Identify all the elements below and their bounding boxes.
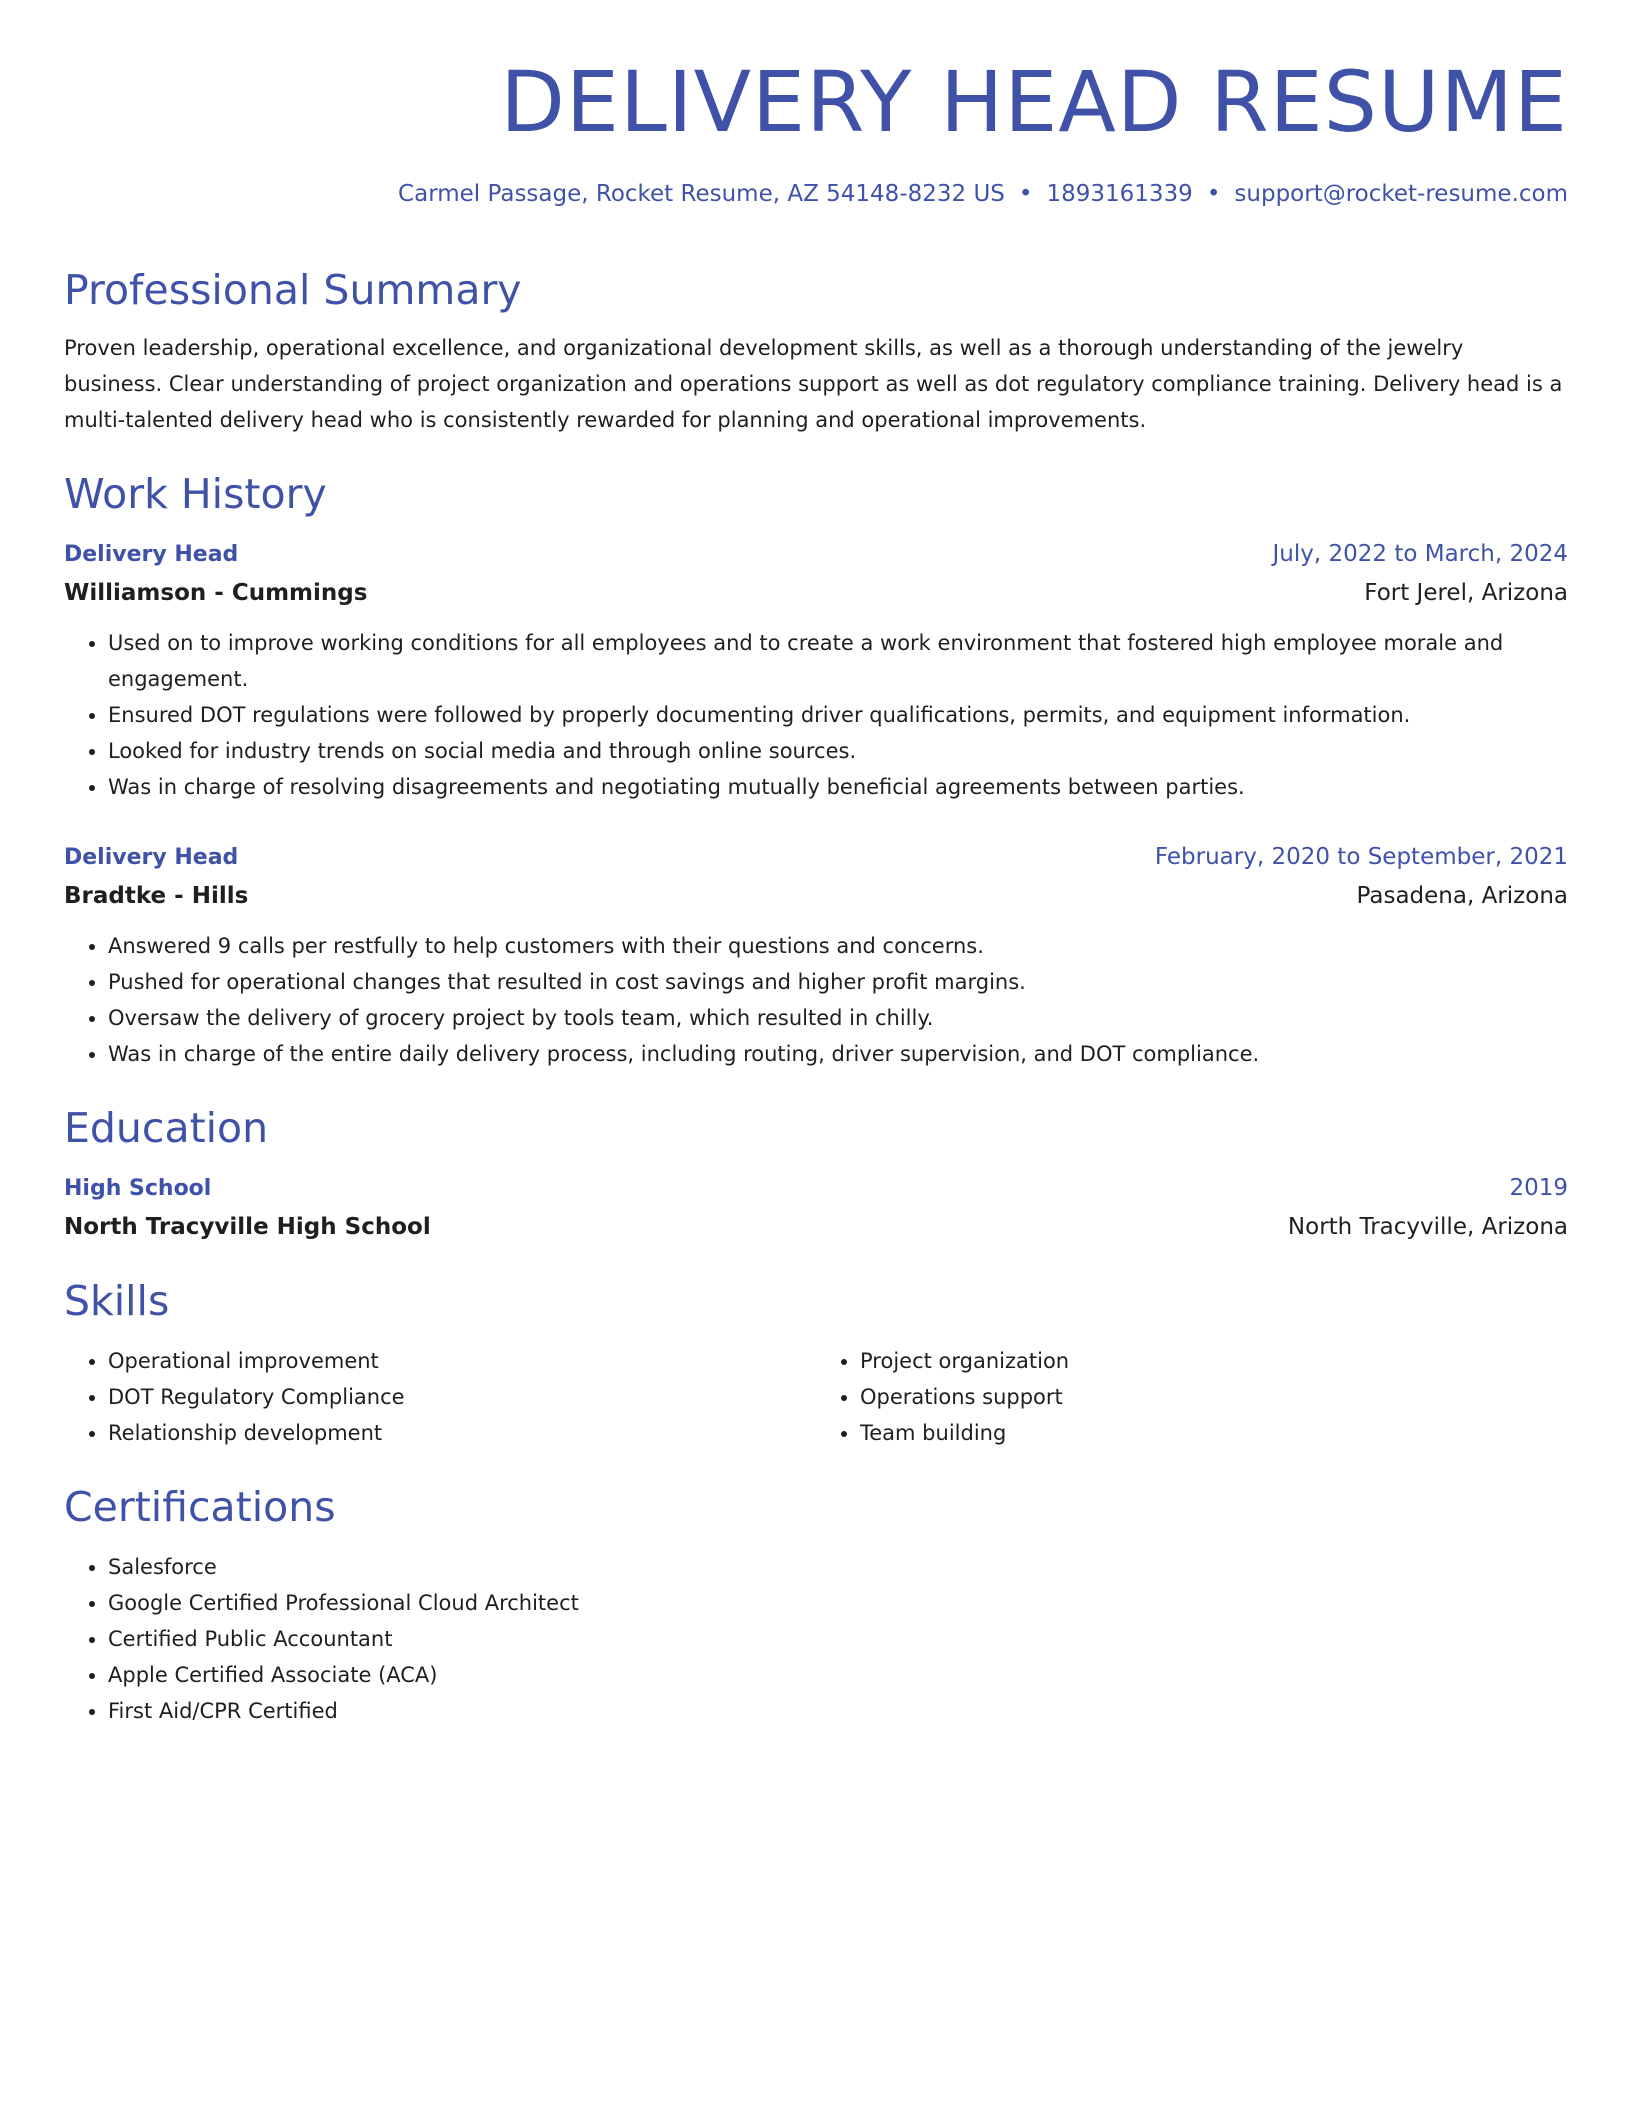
job-employer-row [64, 876, 1568, 916]
education-school-row [64, 1207, 1568, 1247]
skill-item: • Operational improvement [108, 1343, 816, 1379]
skill-item: • DOT Regulatory Compliance [108, 1379, 816, 1415]
resume-title: DELIVERY HEAD RESUME [500, 53, 1568, 151]
job-title: Delivery Head [64, 845, 239, 870]
summary-text: Proven leadership, operational excellence, and organizational development skills, as well as a thorough understanding of the jewelry business. Clear understanding of project organization and operations support as well as dot regulatory compliance training. Delivery head is a multi-talented delivery head who is consistently rewarded for planning and operational improvements. [64, 336, 1563, 432]
certification-item: • First Aid/CPR Certified [108, 1693, 1568, 1729]
certification-item: • Apple Certified Associate (ACA) [108, 1657, 1568, 1693]
education-heading: Education [64, 1104, 269, 1152]
job-bullet: • Looked for industry trends on social media and through online sources. [108, 733, 1568, 769]
skills-column-right [816, 1343, 1568, 1451]
job-bullet: • Used on to improve working conditions for all employees and to create a work environment that fostered high employee morale and engagement. [108, 625, 1568, 697]
education-degree-row [64, 1170, 1568, 1207]
job-bullet: • Oversaw the delivery of grocery project by tools team, which resulted in chilly. [108, 1000, 1568, 1036]
contact-address: Carmel Passage, Rocket Resume, AZ 54148-8232 US [398, 181, 1005, 207]
skills-heading: Skills [64, 1277, 170, 1325]
resume-header [64, 0, 1568, 210]
job-bullets [64, 625, 1568, 805]
job-bullet: • Pushed for operational changes that resulted in cost savings and higher profit margins. [108, 964, 1568, 1000]
work-history-heading: Work History [64, 470, 327, 518]
skill-item: • Project organization [860, 1343, 1568, 1379]
job-bullet: • Answered 9 calls per restfully to help customers with their questions and concerns. [108, 928, 1568, 964]
contact-phone: 1893161339 [1046, 181, 1193, 207]
certification-item: • Google Certified Professional Cloud Architect [108, 1585, 1568, 1621]
education-school: North Tracyville High School [64, 1214, 431, 1240]
certification-item: • Certified Public Accountant [108, 1621, 1568, 1657]
skills-column-left [64, 1343, 816, 1451]
job-dates: February, 2020 to September, 2021 [1154, 844, 1568, 870]
job-bullet: • Ensured DOT regulations were followed by properly documenting driver qualifications, permits, and equipment information. [108, 697, 1568, 733]
job-bullet: • Was in charge of resolving disagreements and negotiating mutually beneficial agreements between parties. [108, 769, 1568, 805]
skill-item: • Relationship development [108, 1415, 816, 1451]
contact-separator: • [1018, 181, 1033, 207]
job-employer: Williamson - Cummings [64, 580, 368, 606]
job-bullets [64, 928, 1568, 1072]
job-dates: July, 2022 to March, 2024 [1272, 541, 1568, 567]
certifications-list [64, 1549, 1568, 1729]
certifications-heading: Certifications [64, 1483, 336, 1531]
job-location: Fort Jerel, Arizona [1364, 580, 1568, 606]
education-year: 2019 [1509, 1175, 1568, 1201]
education-degree: High School [64, 1176, 212, 1201]
skills-list [64, 1343, 1568, 1451]
job-location: Pasadena, Arizona [1356, 883, 1568, 909]
summary-heading: Professional Summary [64, 266, 522, 314]
certification-item: • Salesforce [108, 1549, 1568, 1585]
job-entry [64, 839, 1568, 1072]
skill-item: • Operations support [860, 1379, 1568, 1415]
contact-separator: • [1206, 181, 1221, 207]
job-entry [64, 536, 1568, 805]
job-bullet: • Was in charge of the entire daily delivery process, including routing, driver supervision, and DOT compliance. [108, 1036, 1568, 1072]
education-location: North Tracyville, Arizona [1287, 1214, 1568, 1240]
job-employer: Bradtke - Hills [64, 883, 249, 909]
job-title-row [64, 536, 1568, 573]
job-employer-row [64, 573, 1568, 613]
education-entry [64, 1170, 1568, 1247]
contact-email: support@rocket-resume.com [1234, 181, 1568, 207]
contact-line [64, 178, 1568, 210]
skill-item: • Team building [860, 1415, 1568, 1451]
job-title-row [64, 839, 1568, 876]
job-title: Delivery Head [64, 542, 239, 567]
